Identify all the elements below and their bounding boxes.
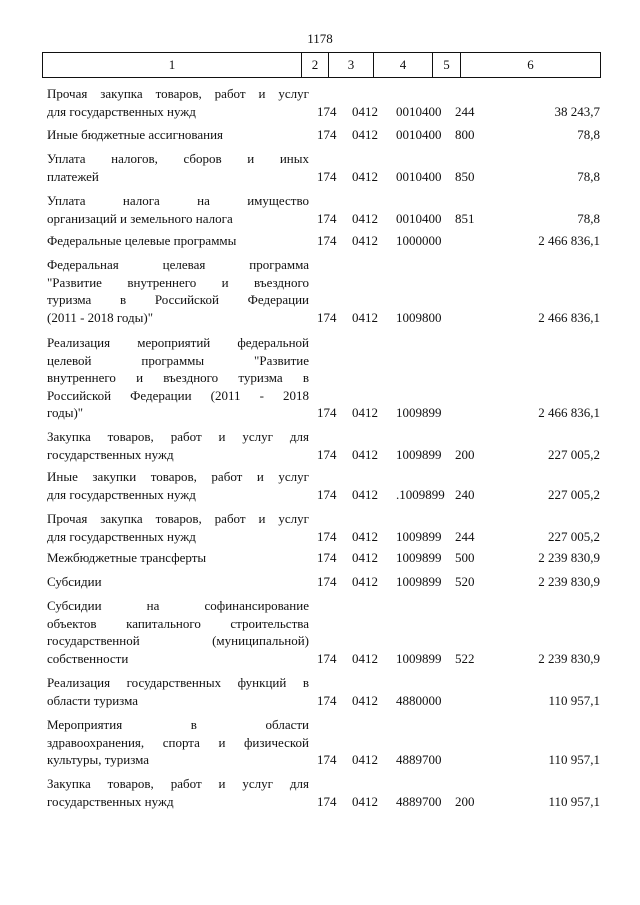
table-row	[0, 85, 640, 120]
target-item-code: 0010400	[396, 210, 442, 226]
row-description	[47, 573, 309, 591]
description-line: Межбюджетные трансферты	[47, 550, 207, 565]
amount: 110 957,1	[548, 793, 600, 809]
row-description	[47, 85, 309, 120]
amount: 78,8	[577, 127, 600, 142]
description-line: платежей	[47, 168, 99, 184]
row-description	[47, 192, 309, 227]
table-row	[0, 573, 640, 591]
amount: 2 466 836,1	[538, 309, 600, 325]
table-row	[0, 232, 640, 250]
column-header-4: 4	[374, 53, 433, 78]
expense-type-code: 244	[455, 103, 475, 119]
description-line: (2011 - 2018 годы)"	[47, 309, 154, 325]
amount: 227 005,2	[548, 486, 600, 502]
expense-type-code: 200	[455, 446, 475, 462]
description-line: Субсидии на софинансирование	[47, 598, 309, 613]
subsection-code: 0412	[352, 574, 378, 589]
subsection-code: 0412	[352, 309, 378, 325]
table-row	[0, 674, 640, 709]
subsection-code: 0412	[352, 103, 378, 119]
table-row	[0, 716, 640, 769]
section-code: 174	[317, 528, 337, 544]
target-item-code: 1000000	[396, 233, 442, 248]
description-line: Российской Федерации (2011 - 2018	[47, 387, 309, 403]
section-code: 174	[317, 127, 337, 142]
description-line: собственности	[47, 650, 129, 666]
description-line: государственных нужд	[47, 446, 174, 462]
page-number: 1178	[307, 31, 333, 46]
description-line: организаций и земельного налога	[47, 210, 233, 226]
section-code: 174	[317, 650, 337, 666]
expense-type-code: 240	[455, 486, 475, 502]
section-code: 174	[317, 574, 337, 589]
target-item-code: 4880000	[396, 692, 442, 708]
section-code: 174	[317, 210, 337, 226]
description-line: целевой программы "Развитие	[47, 352, 309, 368]
table-row	[0, 192, 640, 227]
table-row	[0, 468, 640, 503]
description-line: туризма в Российской Федерации	[47, 292, 309, 307]
section-code: 174	[317, 550, 337, 565]
expense-type-code: 500	[455, 550, 475, 565]
table-row	[0, 510, 640, 545]
expense-type-code: 522	[455, 650, 475, 666]
amount: 38 243,7	[554, 103, 600, 119]
row-description	[47, 428, 309, 463]
description-line: внутреннего и въездного туризма в	[47, 370, 309, 385]
description-line: для государственных нужд	[47, 486, 196, 502]
amount: 110 957,1	[548, 752, 600, 767]
section-code: 174	[317, 486, 337, 502]
row-description	[47, 150, 309, 185]
amount: 78,8	[577, 210, 600, 226]
row-description	[47, 775, 309, 810]
target-item-code: 1009899	[396, 550, 442, 565]
description-line: Прочая закупка товаров, работ и услуг	[47, 511, 309, 526]
subsection-code: 0412	[352, 550, 378, 565]
description-line: государственной (муниципальной)	[47, 633, 309, 648]
target-item-code: 1009899	[396, 528, 442, 544]
amount: 2 466 836,1	[538, 405, 600, 420]
section-code: 174	[317, 233, 337, 248]
column-header-row	[43, 53, 601, 78]
amount: 110 957,1	[548, 692, 600, 708]
section-code: 174	[317, 405, 337, 420]
row-description	[47, 674, 309, 709]
amount: 2 239 830,9	[538, 650, 600, 666]
column-header-1: 1	[43, 53, 302, 78]
expense-type-code: 244	[455, 528, 475, 544]
expense-type-code: 520	[455, 574, 475, 589]
description-line: Федеральные целевые программы	[47, 233, 237, 248]
target-item-code: 4889700	[396, 793, 442, 809]
target-item-code: 4889700	[396, 752, 442, 767]
subsection-code: 0412	[352, 446, 378, 462]
expense-type-code: 850	[455, 168, 475, 184]
description-line: Реализация государственных функций в	[47, 675, 309, 690]
description-line: Реализация мероприятий федеральной	[47, 335, 309, 350]
description-line: Закупка товаров, работ и услуг для	[47, 776, 309, 791]
amount: 227 005,2	[548, 446, 600, 462]
subsection-code: 0412	[352, 210, 378, 226]
subsection-code: 0412	[352, 692, 378, 708]
subsection-code: 0412	[352, 752, 378, 767]
subsection-code: 0412	[352, 127, 378, 142]
description-line: Федеральная целевая программа	[47, 257, 309, 272]
description-line: для государственных нужд	[47, 103, 196, 119]
table-row	[0, 775, 640, 810]
subsection-code: 0412	[352, 486, 378, 502]
section-code: 174	[317, 692, 337, 708]
expense-type-code: 200	[455, 793, 475, 809]
row-description	[47, 126, 309, 144]
expense-type-code: 851	[455, 210, 475, 226]
description-line: Мероприятия в области	[47, 717, 309, 732]
section-code: 174	[317, 168, 337, 184]
column-header-table	[42, 52, 601, 78]
description-line: "Развитие внутреннего и въездного	[47, 274, 309, 290]
description-line: культуры, туризма	[47, 752, 150, 767]
target-item-code: 1009800	[396, 309, 442, 325]
row-description	[47, 256, 309, 326]
target-item-code: 1009899	[396, 405, 442, 420]
row-description	[47, 597, 309, 667]
target-item-code: 1009899	[396, 650, 442, 666]
target-item-code: .1009899	[396, 486, 445, 502]
description-line: Субсидии	[47, 574, 102, 589]
subsection-code: 0412	[352, 233, 378, 248]
section-code: 174	[317, 752, 337, 767]
amount: 78,8	[577, 168, 600, 184]
expense-type-code: 800	[455, 127, 475, 142]
row-description	[47, 334, 309, 422]
subsection-code: 0412	[352, 405, 378, 420]
target-item-code: 1009899	[396, 574, 442, 589]
description-line: Закупка товаров, работ и услуг для	[47, 429, 309, 444]
column-header-3: 3	[329, 53, 374, 78]
table-row	[0, 428, 640, 463]
column-header-6: 6	[461, 53, 601, 78]
column-header-2: 2	[302, 53, 329, 78]
table-row	[0, 597, 640, 667]
target-item-code: 0010400	[396, 168, 442, 184]
target-item-code: 1009899	[396, 446, 442, 462]
description-line: области туризма	[47, 692, 139, 708]
section-code: 174	[317, 103, 337, 119]
description-line: годы)"	[47, 405, 84, 420]
description-line: Уплата налогов, сборов и иных	[47, 151, 309, 166]
description-line: Прочая закупка товаров, работ и услуг	[47, 86, 309, 101]
row-description	[47, 510, 309, 545]
description-line: объектов капитального строительства	[47, 615, 309, 631]
row-description	[47, 549, 309, 567]
row-description	[47, 232, 309, 250]
description-line: государственных нужд	[47, 793, 174, 809]
row-description	[47, 716, 309, 769]
subsection-code: 0412	[352, 650, 378, 666]
table-row	[0, 126, 640, 144]
description-line: Уплата налога на имущество	[47, 193, 309, 208]
amount: 2 466 836,1	[538, 233, 600, 248]
subsection-code: 0412	[352, 793, 378, 809]
description-line: Иные бюджетные ассигнования	[47, 127, 224, 142]
description-line: для государственных нужд	[47, 528, 196, 544]
row-description	[47, 468, 309, 503]
amount: 227 005,2	[548, 528, 600, 544]
subsection-code: 0412	[352, 168, 378, 184]
column-header-5: 5	[433, 53, 461, 78]
table-row	[0, 150, 640, 185]
description-line: здравоохранения, спорта и физической	[47, 734, 309, 750]
amount: 2 239 830,9	[538, 550, 600, 565]
table-row	[0, 256, 640, 326]
description-line: Иные закупки товаров, работ и услуг	[47, 469, 309, 484]
section-code: 174	[317, 309, 337, 325]
subsection-code: 0412	[352, 528, 378, 544]
section-code: 174	[317, 446, 337, 462]
amount: 2 239 830,9	[538, 574, 600, 589]
target-item-code: 0010400	[396, 103, 442, 119]
section-code: 174	[317, 793, 337, 809]
table-row	[0, 334, 640, 422]
table-row	[0, 549, 640, 567]
target-item-code: 0010400	[396, 127, 442, 142]
